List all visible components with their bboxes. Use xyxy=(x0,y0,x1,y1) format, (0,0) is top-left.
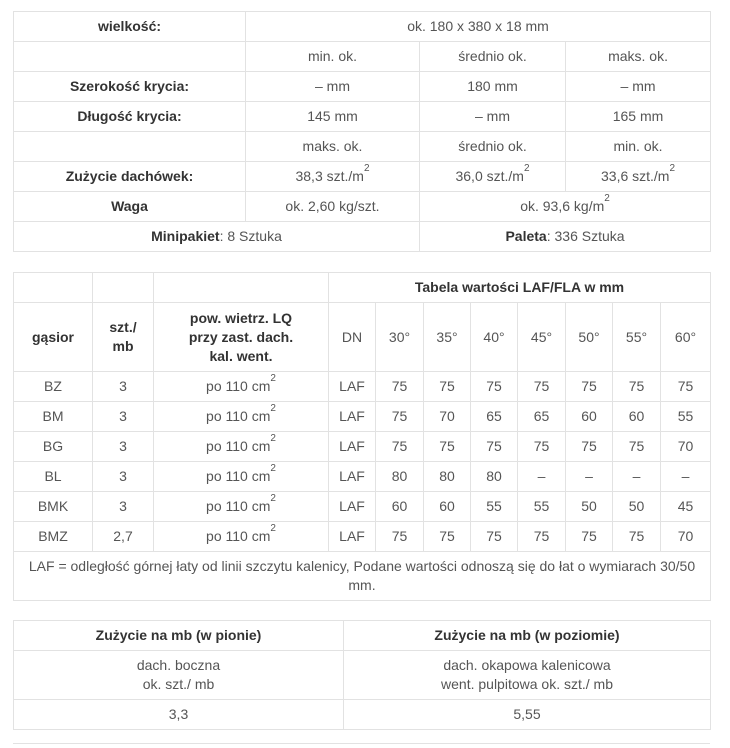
vent-area: po 110 $cm^2$ xyxy=(154,492,329,522)
gasior-name: BG xyxy=(14,432,93,462)
laf-title-row xyxy=(14,273,711,303)
laf-value: 50 xyxy=(566,492,613,522)
spec-row-header-1 xyxy=(14,42,711,72)
gasior-qty: 3 xyxy=(93,432,154,462)
laf-value: – xyxy=(518,462,566,492)
laf-value: 60 xyxy=(566,402,613,432)
vent-area: po 110 $cm^2$ xyxy=(154,462,329,492)
laf-note-row xyxy=(14,552,711,601)
divider xyxy=(13,743,710,744)
usage-type-row xyxy=(14,651,711,700)
dn-value: LAF xyxy=(329,402,376,432)
vent-area: po 110 $cm^2$ xyxy=(154,402,329,432)
value-cell: 145 mm xyxy=(246,102,420,132)
col-header: maks. ok. xyxy=(246,132,420,162)
col-gasior: gąsior xyxy=(14,303,93,372)
value-cell: – mm xyxy=(246,72,420,102)
laf-value: – xyxy=(613,462,661,492)
cover-length-label: Długość krycia: xyxy=(14,102,246,132)
laf-value: 75 xyxy=(471,432,518,462)
gasior-name: BMZ xyxy=(14,522,93,552)
dn-value: LAF xyxy=(329,522,376,552)
value-cell: 38,3 $szt./m^2$ xyxy=(246,162,420,192)
table-row xyxy=(14,522,711,552)
laf-value: 60 xyxy=(376,492,424,522)
vent-area: po 110 $cm^2$ xyxy=(154,522,329,552)
empty-cell xyxy=(14,42,246,72)
col-angle: 30° xyxy=(376,303,424,372)
gasior-qty: 3 xyxy=(93,402,154,432)
weight-area: ok. 93,6 $kg/m^2$ xyxy=(420,192,711,222)
size-value: ok. 180 x 380 x 18 mm xyxy=(246,12,711,42)
laf-value: 50 xyxy=(613,492,661,522)
laf-value: 75 xyxy=(613,522,661,552)
gasior-name: BL xyxy=(14,462,93,492)
col-angle: 40° xyxy=(471,303,518,372)
laf-value: 70 xyxy=(661,522,711,552)
gasior-name: BZ xyxy=(14,372,93,402)
col-szt: szt./ mb xyxy=(93,303,154,372)
dn-value: LAF xyxy=(329,372,376,402)
usage-header-row xyxy=(14,621,711,651)
laf-table-title: Tabela wartości LAF/FLA w mm xyxy=(329,273,711,303)
spec-row-consumption xyxy=(14,162,711,192)
laf-value: 80 xyxy=(376,462,424,492)
minipack-cell: Minipakiet: 8 Sztuka xyxy=(14,222,420,252)
laf-value: 60 xyxy=(613,402,661,432)
consumption-label: Zużycie dachówek: xyxy=(14,162,246,192)
laf-value: 75 xyxy=(471,372,518,402)
spec-row-header-2 xyxy=(14,132,711,162)
laf-value: 80 xyxy=(471,462,518,492)
laf-header-row xyxy=(14,303,711,372)
usage-vertical-type: dach. boczna ok. szt./ mb xyxy=(14,651,344,700)
col-angle: 60° xyxy=(661,303,711,372)
laf-value: 75 xyxy=(566,522,613,552)
col-header: średnio ok. xyxy=(420,42,566,72)
value-cell: 36,0 $szt./m^2$ xyxy=(420,162,566,192)
spec-row-size xyxy=(14,12,711,42)
laf-value: 75 xyxy=(518,432,566,462)
laf-value: 55 xyxy=(518,492,566,522)
laf-value: 75 xyxy=(471,522,518,552)
table-row xyxy=(14,402,711,432)
spec-row-packaging xyxy=(14,222,711,252)
value-cell: 165 mm xyxy=(566,102,711,132)
laf-value: 45 xyxy=(661,492,711,522)
value-cell: – mm xyxy=(420,102,566,132)
laf-value: 75 xyxy=(566,432,613,462)
laf-value: 75 xyxy=(424,522,471,552)
value-cell: 33,6 $szt./m^2$ xyxy=(566,162,711,192)
usage-value-row xyxy=(14,700,711,730)
laf-value: 75 xyxy=(566,372,613,402)
cover-width-label: Szerokość krycia: xyxy=(14,72,246,102)
table-row xyxy=(14,372,711,402)
usage-horizontal-header: Zużycie na mb (w poziomie) xyxy=(344,621,711,651)
weight-label: Waga xyxy=(14,192,246,222)
laf-note: LAF = odległość górnej łaty od linii szczytu kalenicy, Podane wartości odnoszą się do łat o wymiarach 30/50 mm. xyxy=(14,552,711,601)
laf-value: 75 xyxy=(518,372,566,402)
empty-cell xyxy=(154,273,329,303)
spec-row-cover-length xyxy=(14,102,711,132)
col-angle: 55° xyxy=(613,303,661,372)
col-header: min. ok. xyxy=(566,132,711,162)
gasior-name: BM xyxy=(14,402,93,432)
laf-value: 75 xyxy=(518,522,566,552)
dn-value: LAF xyxy=(329,462,376,492)
col-dn: DN xyxy=(329,303,376,372)
spec-row-weight xyxy=(14,192,711,222)
laf-value: – xyxy=(661,462,711,492)
dn-value: LAF xyxy=(329,492,376,522)
table-row xyxy=(14,492,711,522)
laf-value: 65 xyxy=(518,402,566,432)
empty-cell xyxy=(14,132,246,162)
laf-value: 80 xyxy=(424,462,471,492)
gasior-qty: 3 xyxy=(93,462,154,492)
empty-cell xyxy=(93,273,154,303)
value-cell: 180 mm xyxy=(420,72,566,102)
col-pow: pow. wietrz. LQ przy zast. dach. kal. went. xyxy=(154,303,329,372)
gasior-qty: 3 xyxy=(93,372,154,402)
laf-value: 75 xyxy=(424,372,471,402)
laf-value: 55 xyxy=(661,402,711,432)
col-header: średnio ok. xyxy=(420,132,566,162)
weight-piece: ok. 2,60 kg/szt. xyxy=(246,192,420,222)
laf-value: 75 xyxy=(613,432,661,462)
laf-body xyxy=(14,372,711,552)
col-angle: 35° xyxy=(424,303,471,372)
pallet-cell: Paleta: 336 Sztuka xyxy=(420,222,711,252)
col-angle: 45° xyxy=(518,303,566,372)
gasior-name: BMK xyxy=(14,492,93,522)
value-cell: – mm xyxy=(566,72,711,102)
laf-value: 70 xyxy=(424,402,471,432)
col-angle: 50° xyxy=(566,303,613,372)
col-header: maks. ok. xyxy=(566,42,711,72)
laf-value: 75 xyxy=(376,372,424,402)
laf-value: 55 xyxy=(471,492,518,522)
vent-area: po 110 $cm^2$ xyxy=(154,372,329,402)
laf-value: 70 xyxy=(661,432,711,462)
laf-value: – xyxy=(566,462,613,492)
usage-horizontal-value: 5,55 xyxy=(344,700,711,730)
laf-table xyxy=(13,272,711,601)
vent-area: po 110 $cm^2$ xyxy=(154,432,329,462)
laf-value: 75 xyxy=(613,372,661,402)
usage-horizontal-type: dach. okapowa kalenicowa went. pulpitowa ok. szt./ mb xyxy=(344,651,711,700)
laf-value: 75 xyxy=(424,432,471,462)
laf-value: 75 xyxy=(661,372,711,402)
laf-value: 65 xyxy=(471,402,518,432)
empty-cell xyxy=(14,273,93,303)
laf-value: 75 xyxy=(376,432,424,462)
laf-value: 75 xyxy=(376,522,424,552)
usage-vertical-header: Zużycie na mb (w pionie) xyxy=(14,621,344,651)
usage-table xyxy=(13,620,711,730)
dn-value: LAF xyxy=(329,432,376,462)
spec-row-cover-width xyxy=(14,72,711,102)
col-header: min. ok. xyxy=(246,42,420,72)
table-row xyxy=(14,432,711,462)
gasior-qty: 2,7 xyxy=(93,522,154,552)
gasior-qty: 3 xyxy=(93,492,154,522)
size-label: wielkość: xyxy=(14,12,246,42)
laf-value: 60 xyxy=(424,492,471,522)
table-row xyxy=(14,462,711,492)
laf-value: 75 xyxy=(376,402,424,432)
spec-table xyxy=(13,11,711,252)
usage-vertical-value: 3,3 xyxy=(14,700,344,730)
